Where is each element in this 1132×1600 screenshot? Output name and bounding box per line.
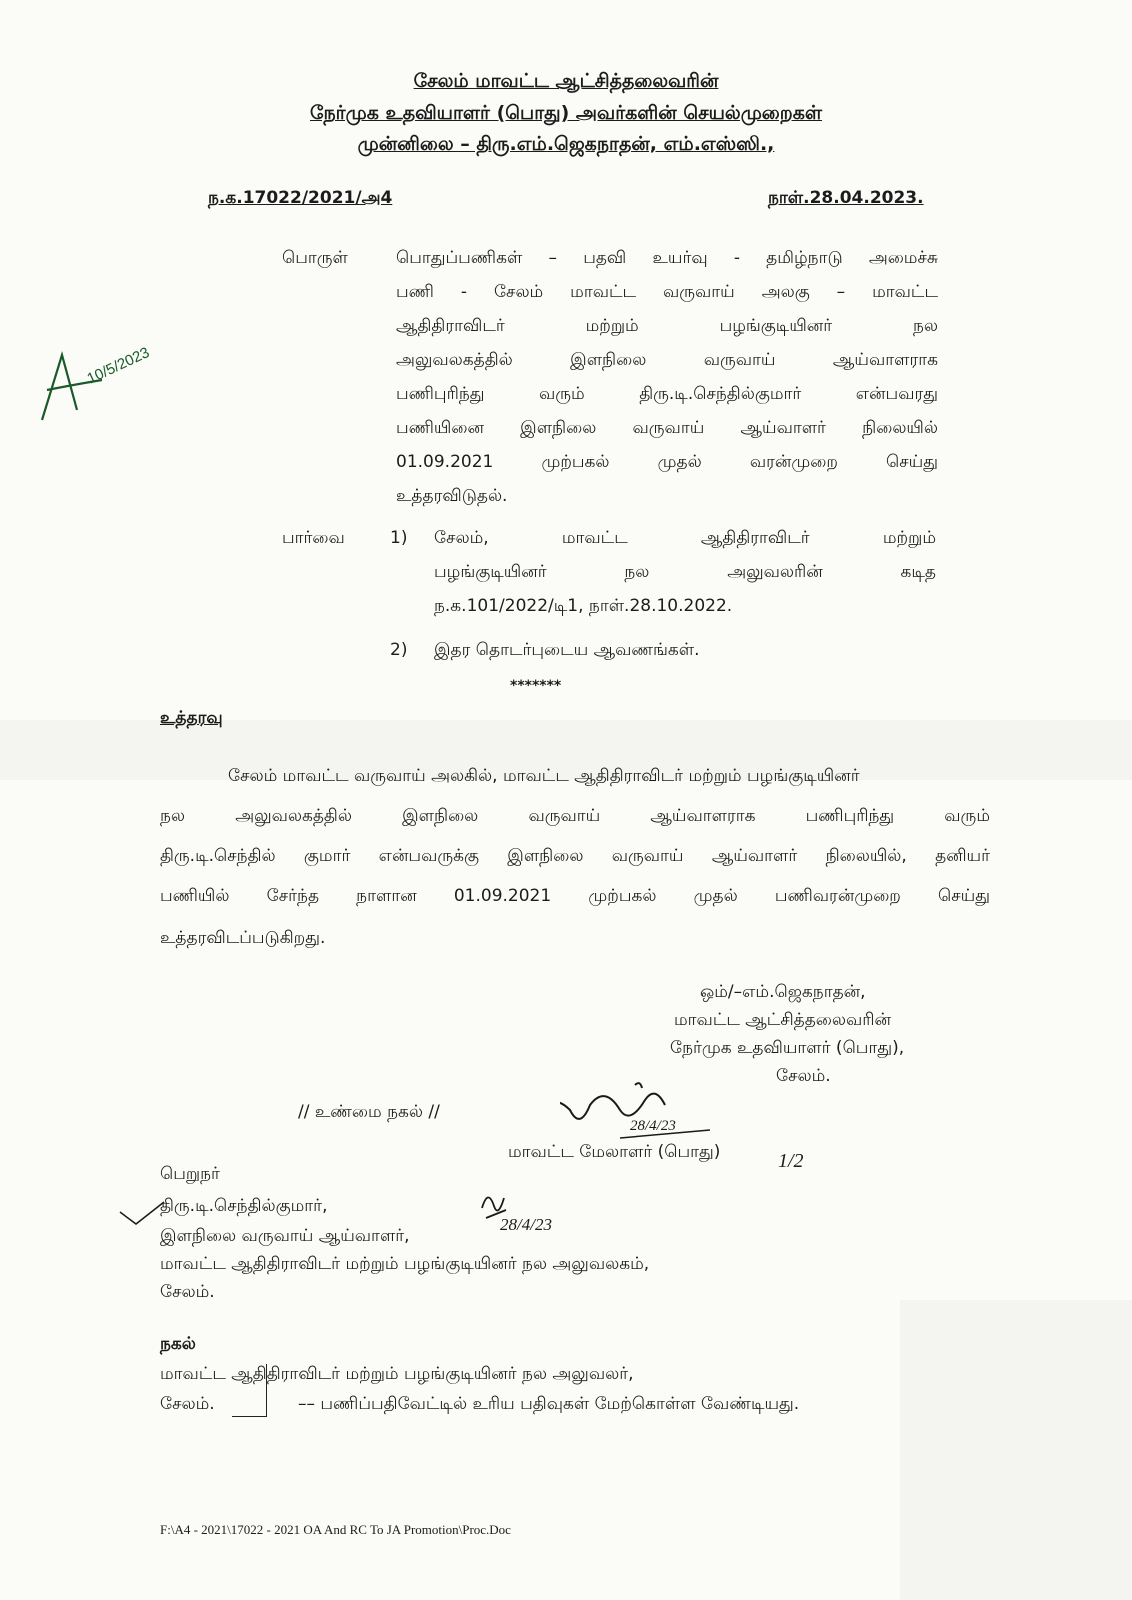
- subject-line: 01.09.2021 முற்பகல் முதல் வரன்முறை செய்து: [396, 452, 938, 472]
- order-heading: உத்தரவு: [160, 708, 223, 728]
- order-line: திரு.டி.செந்தில் குமார் என்பவருக்கு இளநிலை வருவாய் ஆய்வாளர் நிலையில், தனியர்: [160, 846, 990, 866]
- copy-note: –– பணிப்பதிவேட்டில் உரிய பதிவுகள் மேற்கொள்ள வேண்டியது.: [298, 1394, 800, 1414]
- copy-line: மாவட்ட ஆதிதிராவிடர் மற்றும் பழங்குடியினர் நல அலுவலர்,: [160, 1364, 634, 1384]
- margin-initial-signature: [32, 340, 162, 430]
- subject-line: உத்தரவிடுதல்.: [396, 486, 508, 506]
- attestation-date: 28/4/23: [630, 1118, 676, 1134]
- reference-date: நாள்.28.04.2023.: [768, 188, 924, 208]
- paper-stain: [900, 1300, 1132, 1600]
- recipient-date: 28/4/23: [500, 1215, 552, 1234]
- header-line-1: சேலம் மாவட்ட ஆட்சித்தலைவரின்: [413, 70, 719, 92]
- header-line-2: நேர்முக உதவியாளர் (பொது) அவர்களின் செயல்முறைகள்: [309, 102, 823, 124]
- recipient-line: சேலம்.: [160, 1282, 215, 1302]
- copy-label: நகல்: [160, 1334, 196, 1354]
- order-line: நல அலுவலகத்தில் இளநிலை வருவாய் ஆய்வாளராக பணிபுரிந்து வரும்: [160, 806, 990, 826]
- reference-number: ந.க.17022/2021/அ4: [208, 188, 393, 208]
- header-line-3: முன்னிலை – திரு.எம்.ஜெகநாதன், எம்.எஸ்ஸி.,: [357, 133, 775, 155]
- recipient-line: மாவட்ட ஆதிதிராவிடர் மற்றும் பழங்குடியினர் நல அலுவலகம்,: [160, 1254, 650, 1274]
- signatory-designation: மாவட்ட ஆட்சித்தலைவரின்: [674, 1010, 891, 1030]
- separator-stars: *******: [510, 678, 562, 694]
- references-label: பார்வை: [282, 528, 345, 548]
- reference-item-line: ந.க.101/2022/டி1, நாள்.28.10.2022.: [434, 596, 733, 616]
- subject-line: அலுவலகத்தில் இளநிலை வருவாய் ஆய்வாளராக: [396, 350, 938, 370]
- copy-place: சேலம்.: [160, 1394, 215, 1414]
- order-line: சேலம் மாவட்ட வருவாய் அலகில், மாவட்ட ஆதிதிராவிடர் மற்றும் பழங்குடியினர்: [228, 766, 860, 786]
- signatory-name: ஒம்/–எம்.ஜெகநாதன்,: [700, 982, 866, 1002]
- margin-date: 10/5/2023: [84, 344, 153, 388]
- order-line: பணியில் சேர்ந்த நாளான 01.09.2021 முற்பகல் முதல் பணிவரன்முறை செய்து: [160, 886, 990, 906]
- order-line: உத்தரவிடப்படுகிறது.: [160, 928, 326, 948]
- subject-line: பணிபுரிந்து வரும் திரு.டி.செந்தில்குமார் என்பவரது: [396, 384, 938, 404]
- recipient-signature-date: [478, 1188, 598, 1248]
- page-mark: 1/2: [778, 1150, 804, 1172]
- file-path-footer: F:\A4 - 2021\17022 - 2021 OA And RC To JA Promotion\Proc.Doc: [160, 1522, 511, 1537]
- reference-item-line: இதர தொடர்புடைய ஆவணங்கள்.: [434, 640, 700, 660]
- subject-line: பணியினை இளநிலை வருவாய் ஆய்வாளர் நிலையில்: [396, 418, 938, 438]
- recipient-line: இளநிலை வருவாய் ஆய்வாளர்,: [160, 1226, 410, 1246]
- recipient-line: திரு.டி.செந்தில்குமார்,: [160, 1196, 328, 1216]
- copy-bracket: [232, 1364, 267, 1417]
- reference-item-number: 1): [390, 528, 408, 548]
- true-copy-label: // உண்மை நகல் //: [298, 1102, 440, 1122]
- reference-item-line: சேலம், மாவட்ட ஆதிதிராவிடர் மற்றும்: [434, 528, 936, 548]
- subject-line: ஆதிதிராவிடர் மற்றும் பழங்குடியினர் நல: [396, 316, 938, 336]
- recipient-label: பெறுநர்: [160, 1164, 220, 1184]
- signatory-place: சேலம்.: [776, 1066, 831, 1086]
- attester-designation: மாவட்ட மேலாளர் (பொது): [508, 1142, 721, 1162]
- reference-item-line: பழங்குடியினர் நல அலுவலரின் கடித: [434, 562, 936, 582]
- reference-item-number: 2): [390, 640, 408, 660]
- subject-line: பணி - சேலம் மாவட்ட வருவாய் அலகு – மாவட்ட: [396, 282, 938, 302]
- subject-line: பொதுப்பணிகள் – பதவி உயர்வு - தமிழ்நாடு அமைச்சு: [396, 248, 938, 268]
- subject-label: பொருள்: [282, 248, 348, 268]
- signatory-designation: நேர்முக உதவியாளர் (பொது),: [670, 1038, 905, 1058]
